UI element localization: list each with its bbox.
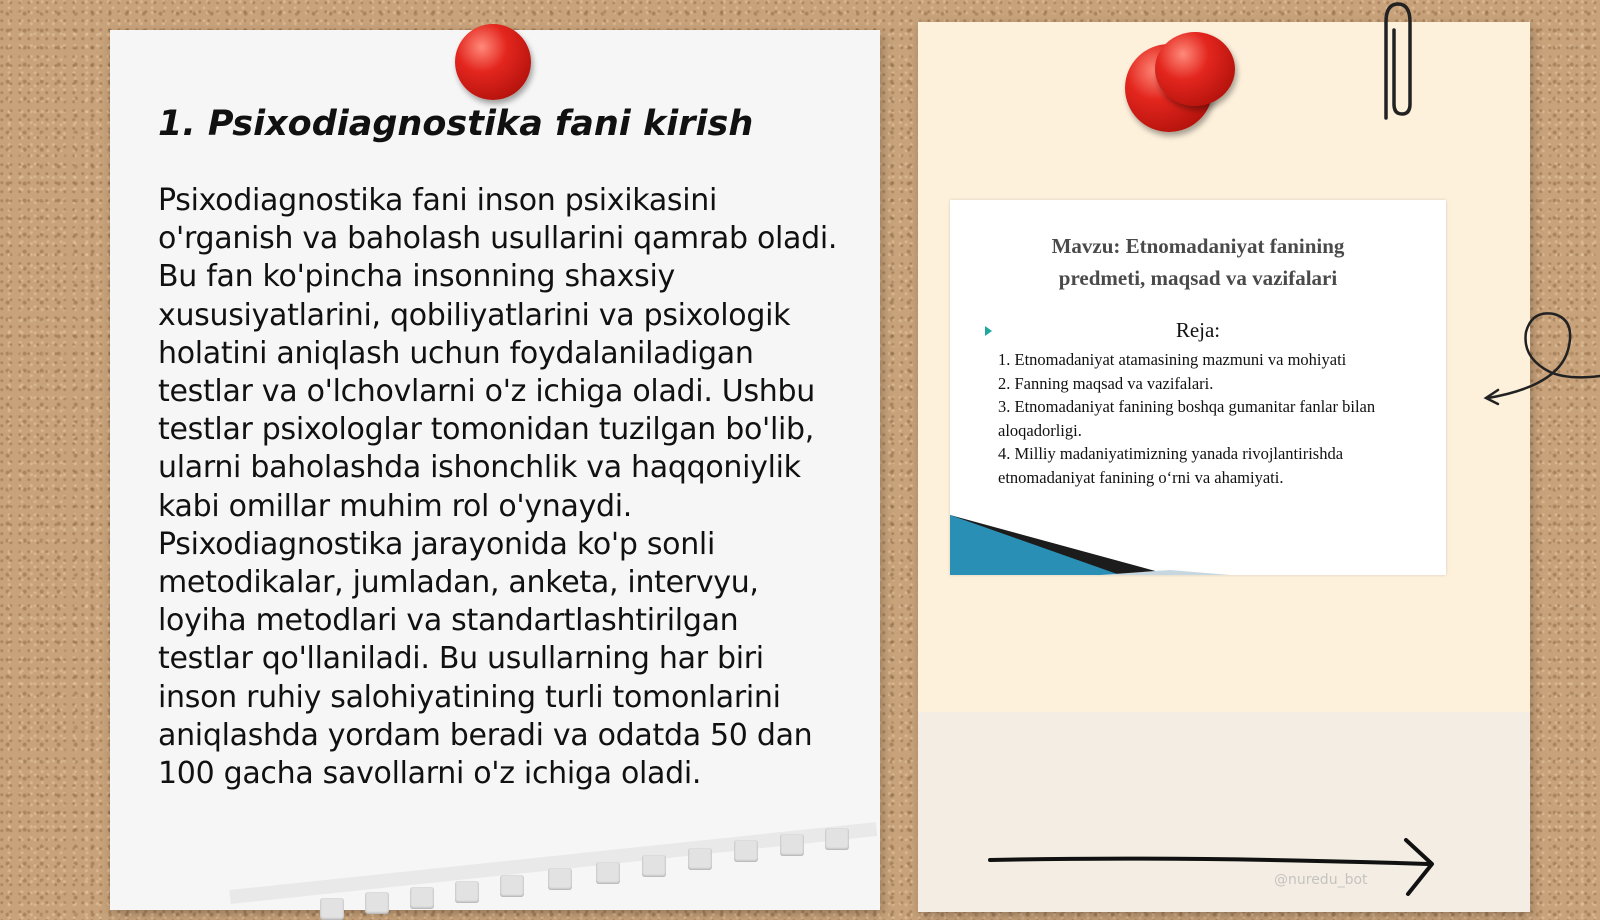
slide-plan-list [998, 348, 1438, 489]
red-push-pin-icon [1155, 32, 1235, 106]
slide-wedge-decoration [950, 515, 1446, 575]
left-note-card [110, 30, 880, 910]
card-title: 1. Psixodiagnostika fani kirish [158, 104, 754, 144]
watermark-text: @nuredu_bot [1274, 872, 1368, 888]
paperclip-icon [1372, 0, 1420, 130]
slide-image [950, 200, 1446, 575]
slide-plan-heading: Reja: [1175, 318, 1221, 342]
notepad-tabs [310, 810, 870, 920]
red-push-pin-icon [455, 24, 531, 100]
right-note-card [918, 22, 1530, 912]
card-body-text: Psixodiagnostika fani inson psixikasini o'rganish va baholash usullarini qamrab oladi. Bu fan ko'pincha insonning shaxsiy xususiyatlarini, qobiliyatlarini va psixologik holatini aniqlash uchun foydalaniladigan testlar va o'lchovlarni o'z ichiga oladi. Ushbu testlar psixologlar tomonidan tuzilgan bo'lib, ularni baholashda ishonchlik va haqqoniylik kabi omillar muhim rol o'ynaydi. Psixodiagnostika jarayonida ko'p sonli metodikalar, jumladan, anketa, intervyu, loyiha metodlari va standartlashtirilgan testlar qo'llaniladi. Bu usullarning har biri inson ruhiy salohiyatining turli tomonlarini aniqlashda yordam beradi va odatda 50 dan 100 gacha savollarni o'z ichiga oladi. [158, 183, 838, 792]
list-item: 4. Milliy madaniyatimizning yanada rivojlantirishda etnomadaniyat fanining o‘rni va ahamiyati. [998, 444, 1344, 487]
list-item: 3. Etnomadaniyat fanining boshqa gumanitar fanlar bilan aloqadorligi. [998, 397, 1376, 440]
loop-arrow-doodle-icon [1478, 310, 1600, 410]
arrow-right-icon [988, 838, 1448, 900]
slide-title: Mavzu: Etnomadaniyat fanining predmeti, maqsad va vazifalari [1051, 234, 1345, 290]
list-item: 2. Fanning maqsad va vazifalari. [998, 373, 1214, 393]
list-item: 1. Etnomadaniyat atamasining mazmuni va mohiyati [998, 350, 1347, 369]
